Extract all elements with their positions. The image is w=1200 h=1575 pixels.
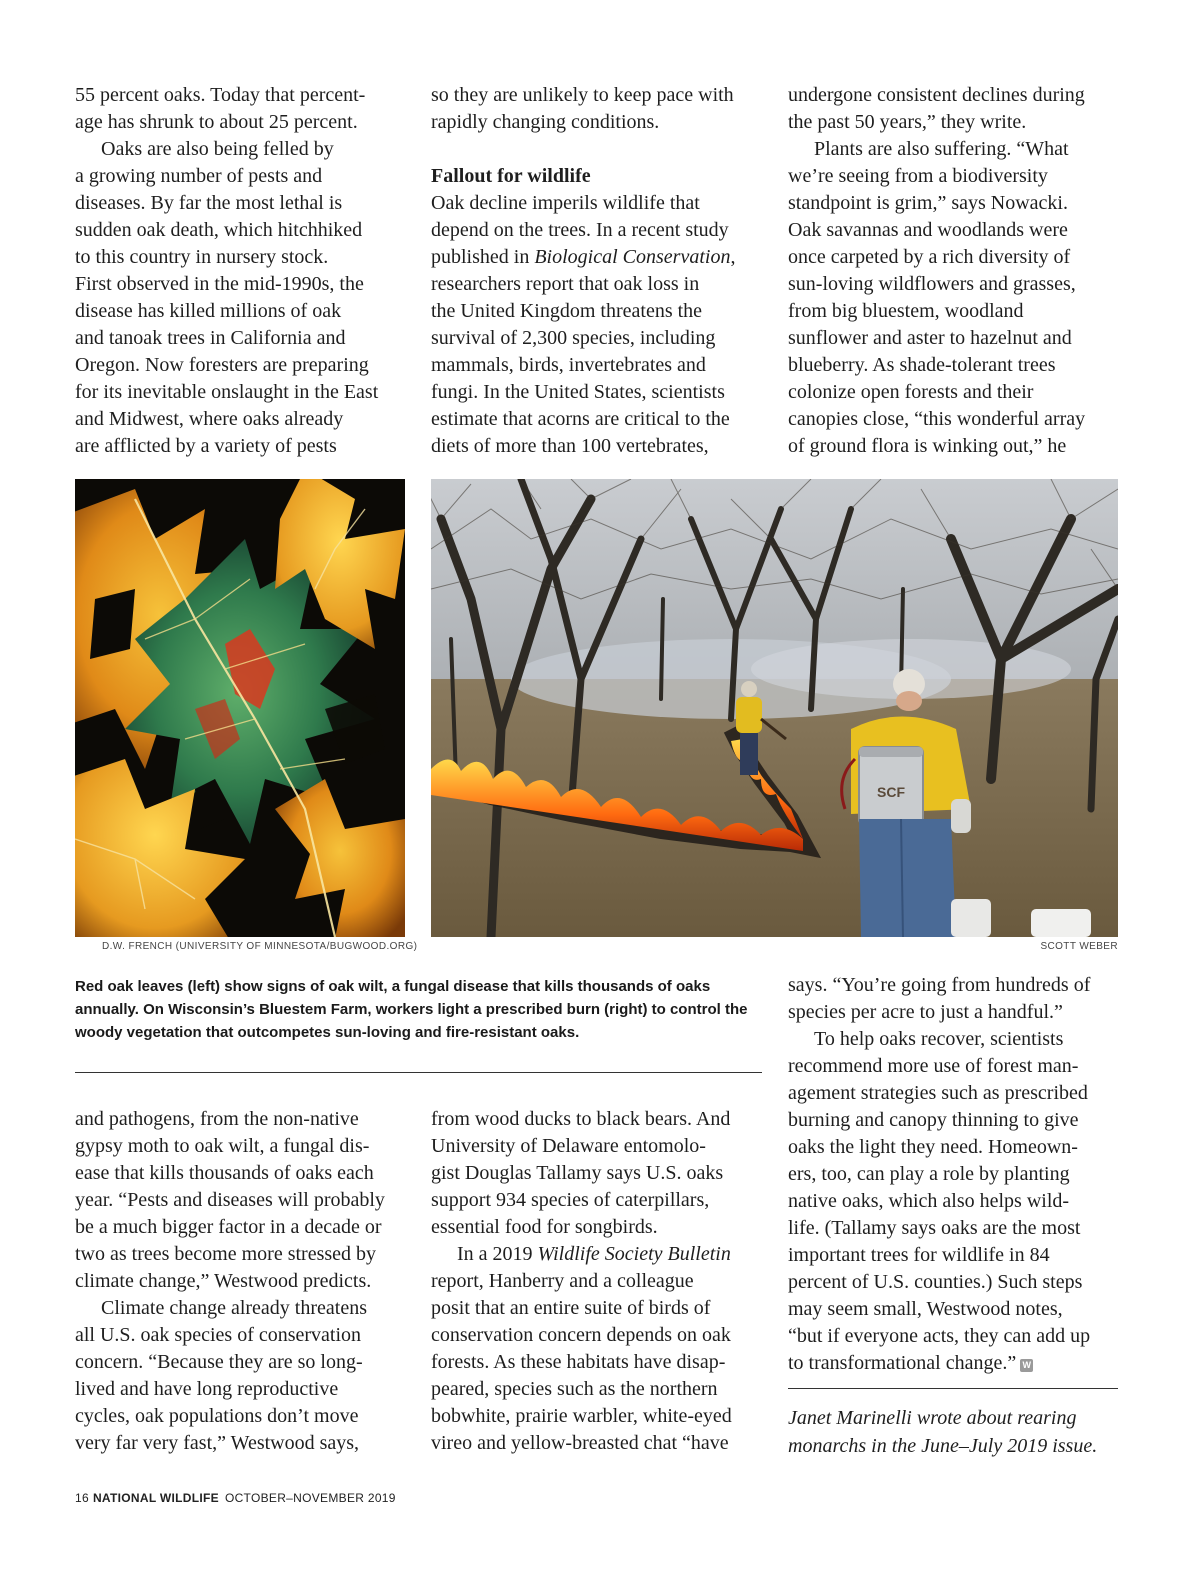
- caption-divider: [75, 1072, 762, 1073]
- text-line: and tanoak trees in California and: [75, 327, 346, 349]
- text-line: published in Biological Conservation,: [431, 246, 736, 268]
- text-line: 55 percent oaks. Today that percent-: [75, 84, 366, 106]
- text-line: gypsy moth to oak wilt, a fungal dis-: [75, 1135, 370, 1157]
- text-line: Oaks are also being felled by: [101, 138, 334, 160]
- column-1-top: [75, 82, 410, 460]
- text-line: to this country in nursery stock.: [75, 246, 329, 268]
- text-line: University of Delaware entomolo-: [431, 1135, 706, 1157]
- text-line: bobwhite, prairie warbler, white-eyed: [431, 1405, 732, 1427]
- text-line: Oak savannas and woodlands were: [788, 219, 1068, 241]
- text-line: are afflicted by a variety of pests: [75, 435, 337, 457]
- text-line: a growing number of pests and: [75, 165, 323, 187]
- text-line: Oregon. Now foresters are preparing: [75, 354, 369, 376]
- subhead-fallout-for-wildlife: Fallout for wildlife: [431, 165, 591, 187]
- text-line: from wood ducks to black bears. And: [431, 1108, 731, 1130]
- text-line: ers, too, can play a role by planting: [788, 1163, 1070, 1185]
- text-line: important trees for wildlife in 84: [788, 1244, 1050, 1266]
- issue-date: OCTOBER–NOVEMBER 2019: [224, 1491, 396, 1505]
- text-line: In a 2019 Wildlife Society Bulletin: [457, 1243, 731, 1265]
- text-line: for its inevitable onslaught in the East: [75, 381, 379, 403]
- text-line: cycles, oak populations don’t move: [75, 1405, 359, 1427]
- text-line: to transformational change.” W: [788, 1350, 1128, 1377]
- text-line: colonize open forests and their: [788, 381, 1034, 403]
- photo-credit-right: SCOTT WEBER: [1040, 941, 1118, 952]
- author-bio: [788, 1404, 1118, 1460]
- text-line: depend on the trees. In a recent study: [431, 219, 729, 241]
- text-line: gist Douglas Tallamy says U.S. oaks: [431, 1162, 724, 1184]
- text-line: essential food for songbirds.: [431, 1216, 658, 1238]
- text-line: survival of 2,300 species, including: [431, 327, 716, 349]
- text-line: posit that an entire suite of birds of: [431, 1297, 711, 1319]
- text-line: Climate change already threatens: [101, 1297, 367, 1319]
- text-line: so they are unlikely to keep pace with: [431, 84, 734, 106]
- bio-line: monarchs in the June–July 2019 issue.: [788, 1435, 1098, 1457]
- text-line: conservation concern depends on oak: [431, 1324, 731, 1346]
- end-mark-icon: W: [1020, 1359, 1033, 1372]
- text-line: support 934 species of caterpillars,: [431, 1189, 710, 1211]
- text-line: mammals, birds, invertebrates and: [431, 354, 706, 376]
- text-line: the United Kingdom threatens the: [431, 300, 703, 322]
- magazine-name: NATIONAL WILDLIFE: [92, 1491, 219, 1505]
- text-line: may seem small, Westwood notes,: [788, 1298, 1063, 1320]
- text-line: sudden oak death, which hitchhiked: [75, 219, 363, 241]
- text-line: peared, species such as the northern: [431, 1378, 718, 1400]
- prescribed-burn-photo: [431, 479, 1118, 937]
- text-line: researchers report that oak loss in: [431, 273, 700, 295]
- text-line: agement strategies such as prescribed: [788, 1082, 1088, 1104]
- text-line: oaks the light they need. Homeown-: [788, 1136, 1078, 1158]
- text-line: diets of more than 100 vertebrates,: [431, 435, 709, 457]
- text-line: very far very fast,” Westwood says,: [75, 1432, 360, 1454]
- text-line: standpoint is grim,” says Nowacki.: [788, 192, 1068, 214]
- text-line: percent of U.S. counties.) Such steps: [788, 1271, 1083, 1293]
- page-folio: [75, 1491, 396, 1505]
- text-line: from big bluestem, woodland: [788, 300, 1024, 322]
- text-line: fungi. In the United States, scientists: [431, 381, 725, 403]
- text-line: sunflower and aster to hazelnut and: [788, 327, 1072, 349]
- text-line: report, Hanberry and a colleague: [431, 1270, 694, 1292]
- text-line: recommend more use of forest man-: [788, 1055, 1079, 1077]
- text-line: once carpeted by a rich diversity of: [788, 246, 1071, 268]
- text-line: To help oaks recover, scientists: [814, 1028, 1064, 1050]
- text-line: we’re seeing from a biodiversity: [788, 165, 1048, 187]
- text-line: ease that kills thousands of oaks each: [75, 1162, 374, 1184]
- text-line: estimate that acorns are critical to the: [431, 408, 730, 430]
- column-3-top: [788, 82, 1128, 460]
- text-line: “but if everyone acts, they can add up: [788, 1325, 1091, 1347]
- text-line: Oak decline imperils wildlife that: [431, 192, 700, 214]
- text-line: be a much bigger factor in a decade or: [75, 1216, 382, 1238]
- text-line: vireo and yellow-breasted chat “have: [431, 1432, 729, 1454]
- text-line: forests. As these habitats have disap-: [431, 1351, 726, 1373]
- text-line: concern. “Because they are so long-: [75, 1351, 363, 1373]
- text-line: all U.S. oak species of conservation: [75, 1324, 362, 1346]
- text-line: age has shrunk to about 25 percent.: [75, 111, 358, 133]
- column-2-top: [431, 82, 771, 460]
- text-line: Plants are also suffering. “What: [814, 138, 1069, 160]
- text-line: burning and canopy thinning to give: [788, 1109, 1079, 1131]
- column-2-bottom: [431, 1106, 771, 1457]
- text-line: disease has killed millions of oak: [75, 300, 342, 322]
- journal-title: Biological Conservation: [534, 246, 731, 268]
- text-line: says. “You’re going from hundreds of: [788, 974, 1091, 996]
- text-line: and pathogens, from the non-native: [75, 1108, 359, 1130]
- photo-caption: Red oak leaves (left) show signs of oak wilt, a fungal disease that kills thousands of oaks annually. On Wisconsin’s Bluestem Farm, workers light a prescribed burn (right) to control the woody vegetation that outcompetes sun-loving and fire-resistant oaks.: [75, 978, 748, 1041]
- bio-line: Janet Marinelli wrote about rearing: [788, 1407, 1077, 1429]
- column-1-bottom: [75, 1106, 415, 1457]
- oak-leaves-photo: [75, 479, 405, 937]
- text-line: sun-loving wildflowers and grasses,: [788, 273, 1076, 295]
- text-line: canopies close, “this wonderful array: [788, 408, 1086, 430]
- text-line: the past 50 years,” they write.: [788, 111, 1027, 133]
- text-line: blueberry. As shade-tolerant trees: [788, 354, 1056, 376]
- column-3-bottom: [788, 972, 1128, 1377]
- bulletin-title: Wildlife Society Bulletin: [537, 1243, 731, 1265]
- page-number: 16: [75, 1491, 89, 1505]
- bio-divider: [788, 1388, 1118, 1389]
- text-line: of ground flora is winking out,” he: [788, 435, 1067, 457]
- tank-label: SCF: [877, 784, 905, 800]
- text-line: climate change,” Westwood predicts.: [75, 1270, 372, 1292]
- text-line: life. (Tallamy says oaks are the most: [788, 1217, 1081, 1239]
- text-line: lived and have long reproductive: [75, 1378, 339, 1400]
- text-line: year. “Pests and diseases will probably: [75, 1189, 385, 1211]
- text-line: and Midwest, where oaks already: [75, 408, 344, 430]
- text-line: two as trees become more stressed by: [75, 1243, 377, 1265]
- text-line: species per acre to just a handful.”: [788, 1001, 1063, 1023]
- text-line: rapidly changing conditions.: [431, 111, 660, 133]
- oak-leaves-illustration: [75, 479, 405, 937]
- photo-credit-left: D.W. FRENCH (UNIVERSITY OF MINNESOTA/BUGWOOD.ORG): [102, 941, 418, 952]
- text-line: undergone consistent declines during: [788, 84, 1085, 106]
- text-line: First observed in the mid-1990s, the: [75, 273, 364, 295]
- prescribed-burn-illustration: [431, 479, 1118, 937]
- text-line: diseases. By far the most lethal is: [75, 192, 343, 214]
- text-line: native oaks, which also helps wild-: [788, 1190, 1070, 1212]
